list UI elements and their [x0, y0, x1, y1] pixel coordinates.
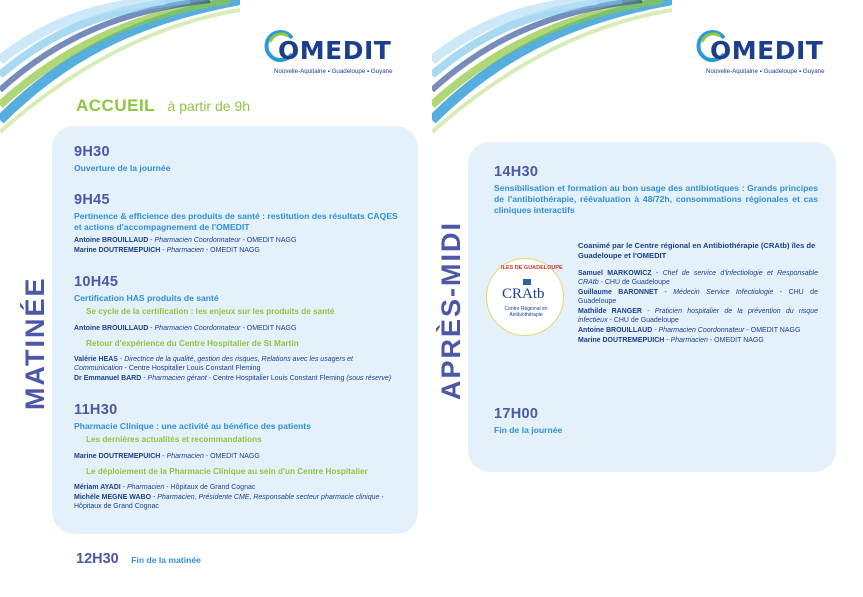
- session-1130: [74, 402, 402, 511]
- cratb-logo: [486, 258, 564, 336]
- speaker: Marine DOUTREMEPUICH - Pharmacien - OMEDIT NAGG: [578, 337, 764, 344]
- session-0930: [74, 144, 402, 174]
- morning-panel: [52, 126, 418, 534]
- end-time: 12H30: [76, 551, 119, 567]
- speaker: Antoine BROUILLAUD - Pharmacien Coordonnateur - OMEDIT NAGG: [74, 237, 297, 244]
- end-label: Fin de la matinée: [131, 555, 201, 565]
- session-title: Fin de la journée: [494, 425, 563, 435]
- omedit-logo: [694, 28, 844, 88]
- session-title: Pertinence & efficience des produits de santé : restitution des résultats CAQES et actions d'accompagnement de l'OMEDIT: [74, 211, 398, 232]
- welcome-label: ACCUEIL: [76, 96, 156, 115]
- session-time: 10H45: [74, 274, 119, 290]
- cratb-desc: Centre Régional en Antibiothérapie: [504, 306, 548, 318]
- logo-wordmark: OMEDIT: [278, 36, 392, 65]
- afternoon-side-title: APRÈS-MIDI: [436, 220, 466, 400]
- session-subtitle: Se cycle de la certification : les enjeux sur les produits de santé: [86, 307, 335, 316]
- session-subtitle: Retour d'expérience du Centre Hospitalier de St Martin: [86, 338, 299, 348]
- session-time: 14H30: [494, 164, 539, 180]
- speaker: Dr Emmanuel BARD - Pharmacien gérant - Centre Hospitalier Louis Constant Fleming (sous réserve): [74, 375, 392, 382]
- session-time: 9H30: [74, 144, 110, 160]
- session-1430: [494, 164, 818, 216]
- omedit-logo: [262, 28, 412, 88]
- session-title: Sensibilisation et formation au bon usage des antibiotiques : Grands principes de l'antibiothérapie, réévaluation à 48/72h, consommations régionales et cas cliniques interactifs: [494, 183, 818, 215]
- speaker: Michèle MEGNE WABO - Pharmacien, Présidente CME, Responsable secteur pharmacie clinique - Hôpitaux de Grand Cognac: [74, 494, 384, 510]
- speaker: Marine DOUTREMEPUICH - Pharmacien - OMEDIT NAGG: [74, 452, 260, 460]
- cratb-flag-icon: [523, 279, 531, 285]
- morning-side-title: MATINÉE: [20, 276, 50, 410]
- speaker: Mathilde RANGER - Praticien hospitalier de la prévention du risque infectieux - CHU de Guadeloupe: [578, 308, 818, 324]
- speaker: Antoine BROUILLAUD - Pharmacien Coordonnateur - OMEDIT NAGG: [578, 327, 801, 334]
- session-subtitle: Le déploiement de la Pharmacie Clinique au sein d'un Centre Hospitalier: [86, 466, 368, 476]
- welcome-line: [76, 96, 250, 116]
- afternoon-panel: [468, 142, 836, 472]
- decorative-swoosh: [0, 0, 240, 140]
- session-time: 17H00: [494, 406, 539, 422]
- morning-page: [0, 0, 420, 597]
- afternoon-page: [432, 0, 852, 597]
- cratb-arc-text: ILES DE GUADELOUPE: [501, 265, 563, 271]
- welcome-time: à partir de 9h: [167, 98, 251, 114]
- session-subtitle: Les dernières actualités et recommandations: [86, 435, 262, 444]
- session-0945: [74, 192, 402, 255]
- session-title: Ouverture de la journée: [74, 163, 171, 173]
- speaker: Marine DOUTREMEPUICH - Pharmacien - OMEDIT NAGG: [74, 247, 260, 254]
- cratb-name: CRAtb: [502, 286, 545, 302]
- logo-wordmark: OMEDIT: [710, 36, 824, 65]
- speaker: Guillaume BARONNET - Médecin Service Infectiologie - CHU de Guadeloupe: [578, 289, 818, 305]
- session-time: 9H45: [74, 192, 110, 208]
- session-1045: [74, 274, 402, 383]
- logo-regions: Nouvelle-Aquitaine ▪ Guadeloupe ▪ Guyane: [706, 68, 825, 75]
- speaker: Valérie HEAS - Directrice de la qualité, gestion des risques, Relations avec les usagers et Communication - Centre Hospitalier Louis Constant Fleming: [74, 356, 353, 372]
- session-1700: [494, 406, 818, 436]
- coanim-block: [578, 238, 818, 345]
- speaker: Mériam AYADI - Pharmacien - Hôpitaux de Grand Cognac: [74, 484, 256, 491]
- logo-regions: Nouvelle-Aquitaine ▪ Guadeloupe ▪ Guyane: [274, 68, 393, 75]
- decorative-swoosh: [432, 0, 672, 140]
- speaker: Samuel MARKOWICZ - Chef de service d'infectiologie et Responsable CRAtb - CHU de Guadeloupe: [578, 270, 818, 286]
- speaker: Antoine BROUILLAUD - Pharmacien Coordonnateur - OMEDIT NAGG: [74, 324, 297, 332]
- session-title: Pharmacie Clinique : une activité au bénéfice des patients: [74, 421, 311, 431]
- session-title: Certification HAS produits de santé: [74, 293, 219, 303]
- session-time: 11H30: [74, 402, 118, 418]
- morning-end: [76, 550, 201, 568]
- coanim-text: Coanimé par le Centre régional en Antibiothérapie (CRAtb) îles de Guadeloupe et l'OMEDIT: [578, 241, 816, 260]
